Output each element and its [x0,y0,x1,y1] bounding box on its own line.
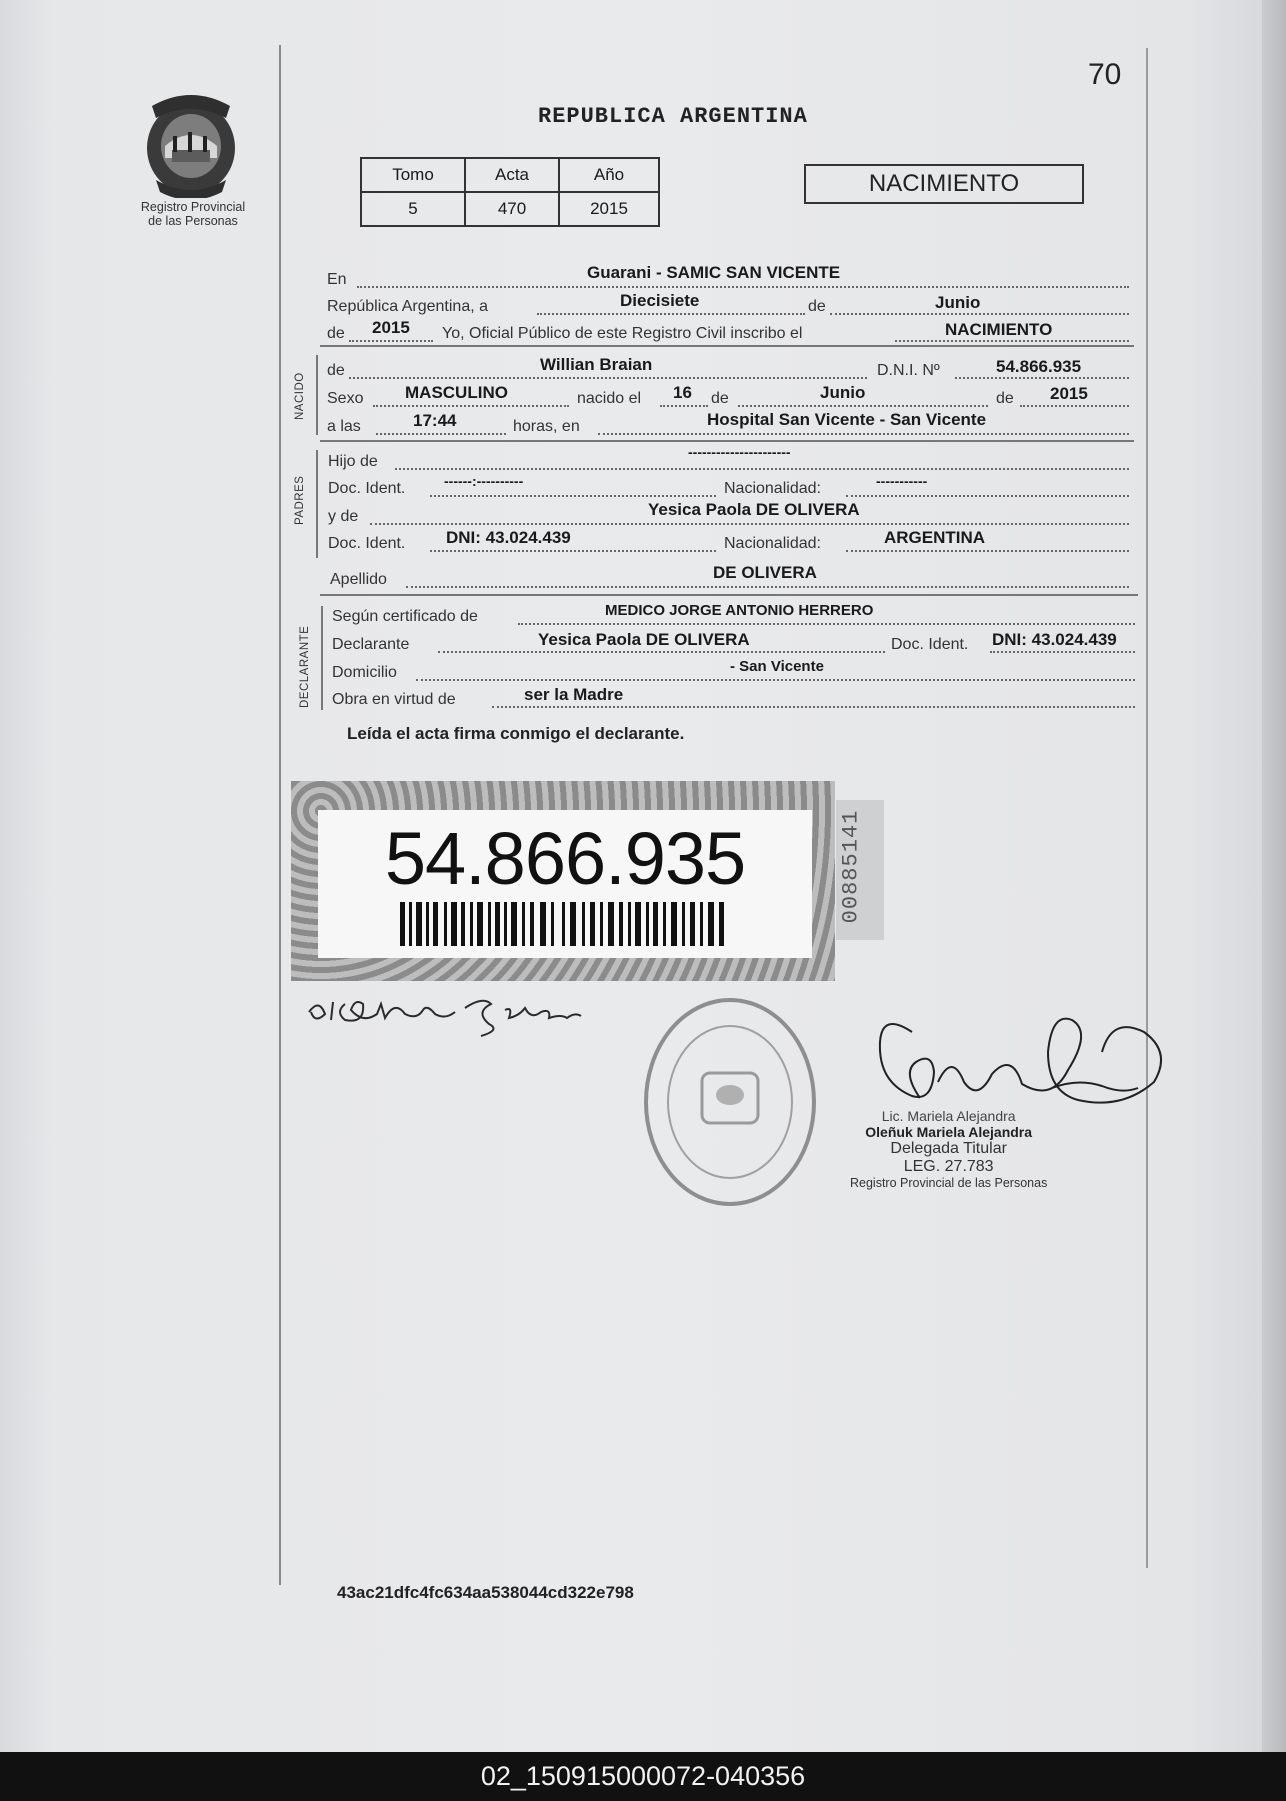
nacionalidad-label: Nacionalidad: [724,480,821,497]
place-value: Guarani - SAMIC SAN VICENTE [587,263,841,282]
dotted-line [357,286,1129,288]
de-label: de [996,390,1014,407]
dotted-line [830,313,1129,315]
dotted-line [660,405,708,407]
section-bracket [321,606,323,710]
id-sticker [291,781,835,981]
doc-ident-label: Doc. Ident. [328,480,406,497]
section-divider [320,594,1138,596]
dotted-line [518,623,1135,625]
father-nationality: ----------- [876,473,928,489]
birth-month: Junio [820,383,866,402]
section-divider [320,345,1134,347]
barcode [400,902,726,946]
right-margin-rule [1146,48,1148,1568]
capacity-value: ser la Madre [524,685,624,704]
scan-footer: 02_150915000072-040356 [0,1752,1286,1801]
declarante-label: Declarante [332,636,410,653]
dotted-line [430,550,716,552]
dotted-line [406,586,1129,588]
sticker-label [318,810,812,958]
official-line2: Oleñuk Mariela Alejandra [865,1124,1033,1140]
doc-ident-label: Doc. Ident. [328,535,406,552]
surname-value: DE OLIVERA [713,563,817,582]
obra-label: Obra en virtud de [332,691,456,708]
de-label: de [327,325,345,342]
horas-label: horas, en [513,418,580,435]
dotted-line [846,495,1129,497]
child-name: Willian Braian [540,355,653,374]
document-hash: 43ac21dfc4fc634aa538044cd322e798 [337,1583,634,1602]
dni-label: D.N.I. Nº [877,362,940,379]
nacido-el-label: nacido el [577,390,642,407]
tomo-value: 5 [361,192,465,226]
certificado-label: Según certificado de [332,608,478,625]
section-bracket [316,450,318,558]
sex-value: MASCULINO [405,383,508,402]
birth-time: 17:44 [413,411,457,430]
day-value: Diecisiete [620,291,700,310]
dotted-line [416,679,1135,681]
padres-tab: PADRES [294,475,306,525]
mother-name: Yesica Paola DE OLIVERA [648,500,860,519]
section-bracket [316,355,318,435]
closing-statement: Leída el acta firma conmigo el declarante. [347,724,685,743]
official-line5: Registro Provincial de las Personas [850,1176,1048,1190]
official-line4: LEG. 27.783 [903,1158,994,1175]
mother-nationality: ARGENTINA [884,528,986,547]
nacido-tab: NACIDO [294,372,306,420]
document-title: REPUBLICA ARGENTINA [538,104,808,129]
anio-value: 2015 [559,192,659,226]
acta-value: 470 [465,192,559,226]
address-value: - San Vicente [730,658,824,675]
en-label: En [327,271,347,288]
apellido-label: Apellido [330,571,387,588]
issuer-line2: de las Personas [148,214,238,228]
dotted-line [373,405,569,407]
birth-year: 2015 [1050,384,1088,403]
dotted-line [430,495,716,497]
sexo-label: Sexo [327,390,364,407]
mother-doc: DNI: 43.024.439 [446,528,571,547]
official-line1: Lic. Mariela Alejandra [881,1108,1016,1124]
certificate-value: MEDICO JORGE ANTONIO HERRERO [605,602,874,619]
dotted-line [1020,405,1129,407]
declarant-doc: DNI: 43.024.439 [992,630,1117,649]
page-edge [1262,0,1286,1752]
tomo-header: Tomo [361,158,465,192]
birth-place: Hospital San Vicente - San Vicente [707,410,987,429]
a-las-label: a las [327,418,361,435]
dotted-line [598,433,1129,435]
statement-text: Yo, Oficial Público de este Registro Civil inscribo el [442,325,803,342]
dotted-line [349,340,433,342]
event-value: NACIMIENTO [945,320,1053,339]
dotted-line [376,433,506,435]
doc-ident-label: Doc. Ident. [891,636,969,653]
left-margin-rule [279,45,281,1585]
page-number: 70 [1088,58,1122,91]
de-label: de [808,298,826,315]
father-name: ---------------------- [688,444,791,460]
record-type-box: NACIMIENTO [804,164,1084,204]
dotted-line [537,313,805,315]
dotted-line [395,468,1129,470]
year-value: 2015 [372,318,410,337]
child-dni: 54.866.935 [996,357,1082,376]
acta-header: Acta [465,158,559,192]
y-de-label: y de [328,508,359,525]
issuer-line1: Registro Provincial [140,200,246,214]
issuer-name [118,200,268,228]
side-code-text: 00885141 [838,809,864,924]
sticker-number: 54.866.935 [384,817,746,900]
official-line3: Delegada Titular [890,1140,1007,1157]
nacionalidad-label: Nacionalidad: [724,535,821,552]
de-label: de [711,390,729,407]
declarante-tab: DECLARANTE [299,625,311,708]
dotted-line [438,651,885,653]
dotted-line [990,651,1135,653]
birth-day: 16 [673,383,692,402]
official-seal [640,995,820,1210]
declarant-signature [305,990,645,1040]
declarant-name: Yesica Paola DE OLIVERA [538,630,750,649]
hijo-de-label: Hijo de [328,453,378,470]
dotted-line [846,550,1129,552]
coat-of-arms-logo [140,88,242,198]
dotted-line [349,377,867,379]
dotted-line [895,340,1129,342]
dotted-line [738,405,988,407]
dotted-line [492,706,1135,708]
official-stamp [850,1108,1047,1190]
dotted-line [370,523,1129,525]
republica-label: República Argentina, a [327,298,488,315]
dotted-line [955,377,1129,379]
month-value: Junio [935,293,981,312]
domicilio-label: Domicilio [332,664,397,681]
father-doc: ------:---------- [444,473,524,489]
de-label: de [327,362,345,379]
anio-header: Año [559,158,659,192]
register-table [360,157,660,227]
sticker-side-code [836,800,884,940]
section-divider [320,440,1134,442]
